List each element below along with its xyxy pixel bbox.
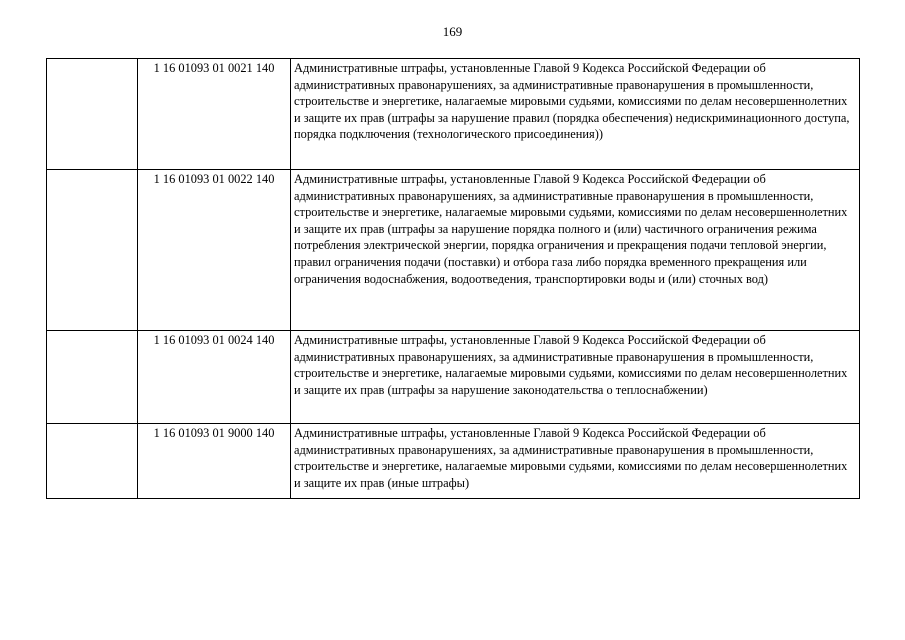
kbk-code-cell: 1 16 01093 01 0022 140: [138, 170, 291, 331]
kbk-code-cell: 1 16 01093 01 9000 140: [138, 424, 291, 499]
table-row: [47, 424, 860, 499]
admin-code-cell: [47, 170, 138, 331]
budget-code-table: [46, 58, 860, 499]
table-row: [47, 170, 860, 331]
description-cell: Административные штрафы, установленные Главой 9 Кодекса Российской Федерации об административных правонарушениях, за административные правонарушения в промышленности, строительстве и энергетике, налагаемые мировыми судьями, комиссиями по делам несовершеннолетних и защите их прав (штрафы за нарушение законодательства о теплоснабжении): [291, 331, 860, 424]
table-row: [47, 331, 860, 424]
admin-code-cell: [47, 424, 138, 499]
page-number: 169: [442, 24, 463, 39]
kbk-code-cell: 1 16 01093 01 0024 140: [138, 331, 291, 424]
table-row: [47, 59, 860, 170]
admin-code-cell: [47, 59, 138, 170]
description-cell: Административные штрафы, установленные Главой 9 Кодекса Российской Федерации об административных правонарушениях, за административные правонарушения в промышленности, строительстве и энергетике, налагаемые мировыми судьями, комиссиями по делам несовершеннолетних и защите их прав (штрафы за нарушение правил (порядка обеспечения) недискриминационного доступа, порядка подключения (технологического присоединения)): [291, 59, 860, 170]
description-cell: Административные штрафы, установленные Главой 9 Кодекса Российской Федерации об административных правонарушениях, за административные правонарушения в промышленности, строительстве и энергетике, налагаемые мировыми судьями, комиссиями по делам несовершеннолетних и защите их прав (штрафы за нарушение порядка полного и (или) частичного ограничения режима потребления электрической энергии, порядка ограничения и прекращения подачи тепловой энергии, правил ограничения подачи (поставки) и отбора газа либо порядка временного прекращения или ограничения водоснабжения, водоотведения, транспортировки воды и (или) сточных вод): [291, 170, 860, 331]
admin-code-cell: [47, 331, 138, 424]
kbk-code-cell: 1 16 01093 01 0021 140: [138, 59, 291, 170]
description-cell: Административные штрафы, установленные Главой 9 Кодекса Российской Федерации об административных правонарушениях, за административные правонарушения в промышленности, строительстве и энергетике, налагаемые мировыми судьями, комиссиями по делам несовершеннолетних и защите их прав (иные штрафы): [291, 424, 860, 499]
